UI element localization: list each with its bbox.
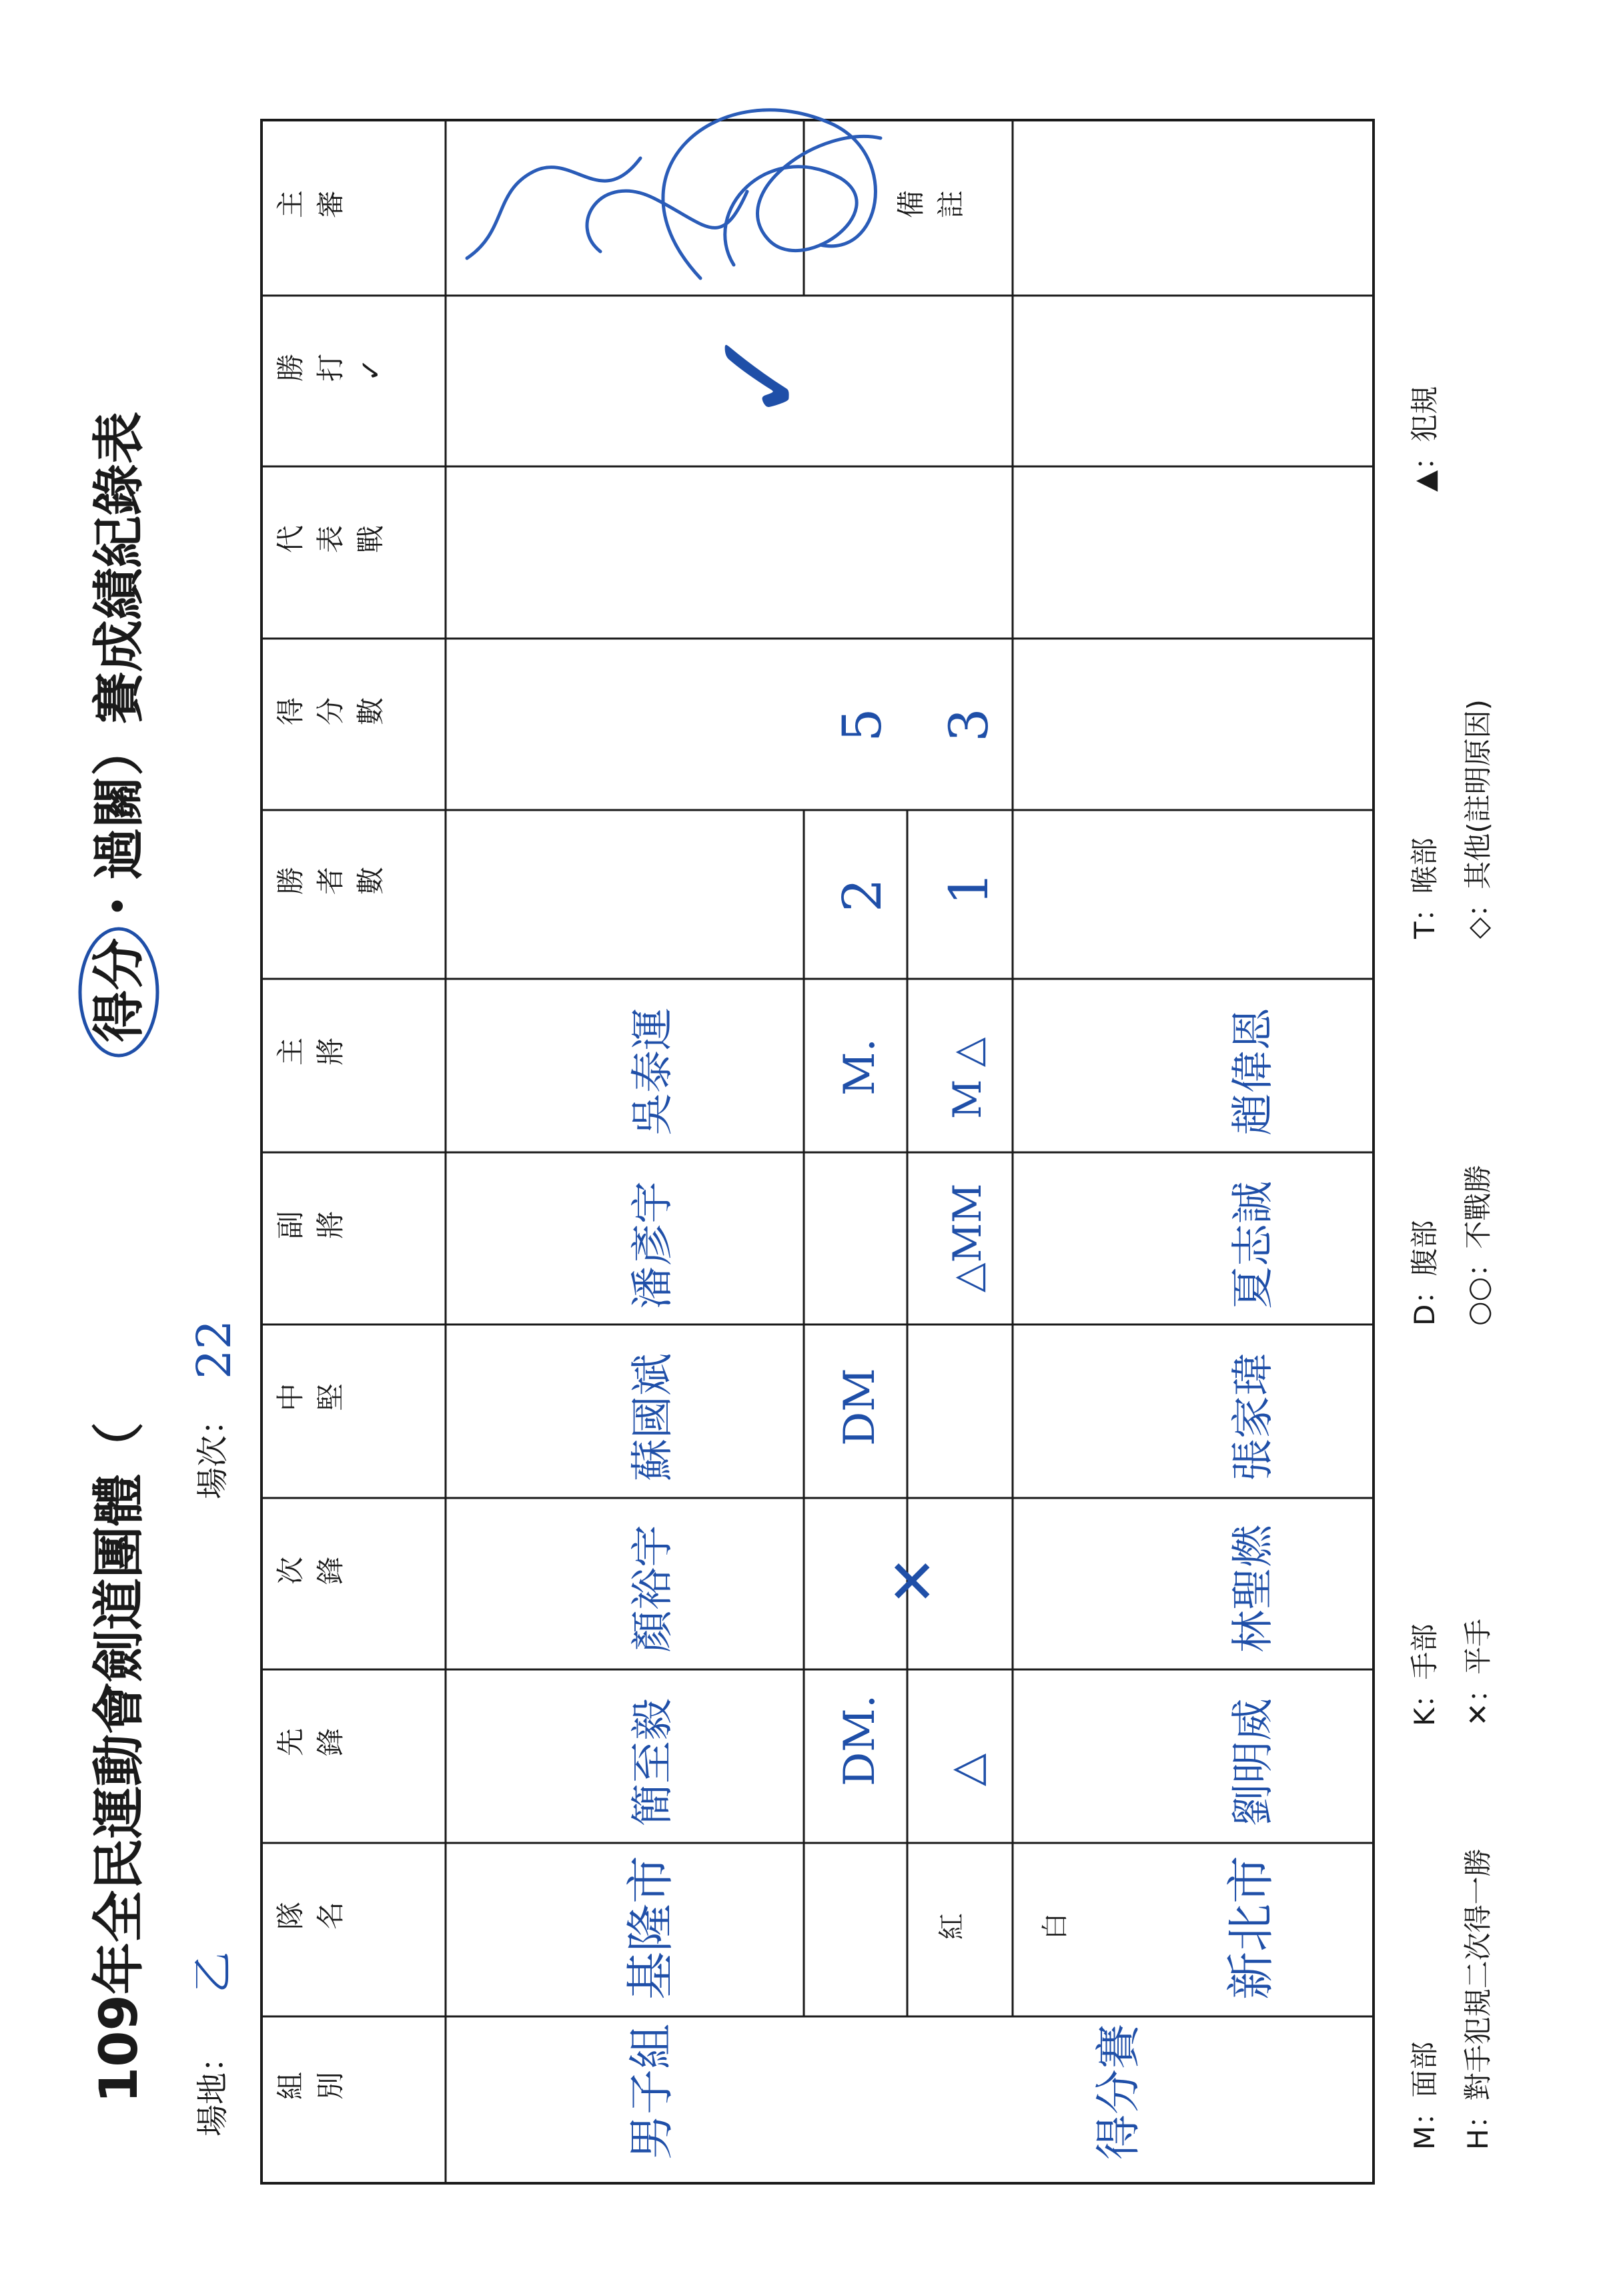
white-vice-result: △MM [945, 1183, 990, 1292]
legend-foul: ▲：犯規 [1408, 386, 1441, 492]
red-team-name: 基隆市 [622, 1855, 678, 2000]
header-team: 隊 名 [274, 1901, 347, 1930]
red-second-result: ✕ [879, 1555, 949, 1606]
legend-draw: ✕：平手 [1462, 1618, 1494, 1726]
legend-k: K：手部 [1408, 1623, 1441, 1726]
white-second-player: 林聖燃 [1229, 1525, 1278, 1653]
white-wins: 1 [938, 871, 1000, 905]
red-middle-result: DM [835, 1368, 885, 1446]
results-table [261, 120, 1374, 2183]
header-points: 得 分 數 [274, 697, 387, 725]
header-winner: 勝 打 ✓ [274, 353, 387, 382]
white-captain-player: 趙偉恩 [1229, 1008, 1278, 1136]
header-middle: 中 堅 [274, 1383, 347, 1411]
header-group: 組 別 [274, 2071, 347, 2100]
red-wins: 2 [831, 878, 893, 912]
header-row [274, 190, 967, 2100]
header-wins: 勝 者 數 [274, 866, 387, 895]
group-name: 男子組 [626, 2023, 678, 2160]
white-vice-player: 夏志誠 [1229, 1181, 1278, 1309]
header-second: 次 鋒 [274, 1556, 347, 1585]
red-first-player: 簡至毅 [628, 1698, 678, 1826]
red-winner-mark: ✓ [690, 324, 829, 425]
referee-signature [467, 110, 881, 278]
sheet-title [80, 412, 157, 2103]
venue-value: 乙 [188, 1951, 237, 1993]
legend [1408, 386, 1494, 2150]
white-captain-result: M △ [945, 1037, 990, 1119]
header-vice: 副 將 [274, 1210, 347, 1239]
white-team-row [938, 708, 1279, 2000]
legend-walkover: ○○：不戰勝 [1462, 1164, 1494, 1326]
title-prefix: 109年全民運動會劍道團體（ [89, 1422, 149, 2103]
legend-m: M：面部 [1408, 2041, 1441, 2150]
white-middle-player: 張家瑋 [1229, 1353, 1278, 1481]
title-circled: 得分 [89, 937, 149, 1042]
red-captain-player: 吳泰運 [628, 1008, 678, 1136]
red-label: 紅 [937, 1913, 967, 1940]
group-extra: 得分賽 [1093, 2023, 1145, 2160]
red-first-result: DM. [835, 1694, 885, 1786]
header-remarks: 備 註 [895, 189, 967, 218]
red-second-player: 顏裕宇 [628, 1525, 678, 1653]
white-label: 白 [1040, 1913, 1071, 1940]
header-referee: 主 審 [274, 189, 347, 218]
legend-other: ◇：其他(註明原因) [1462, 699, 1494, 939]
header-captain: 主 將 [274, 1037, 347, 1066]
red-captain-result: M. [835, 1038, 885, 1096]
white-first-player: 劉明威 [1229, 1698, 1278, 1826]
red-vice-player: 潘彥宇 [628, 1181, 678, 1309]
red-team-row [622, 324, 967, 2000]
white-points: 3 [938, 708, 1000, 742]
venue-label: 場地： [194, 2040, 231, 2137]
match-label: 場次： [194, 1403, 231, 1499]
legend-d: D：腹部 [1408, 1220, 1441, 1326]
title-suffix: ・過關）賽成績紀錄表 [89, 411, 149, 932]
red-middle-player: 蘇國斌 [628, 1353, 678, 1481]
match-value: 22 [187, 1319, 241, 1379]
red-points: 5 [831, 708, 893, 742]
header-first: 先 鋒 [274, 1728, 347, 1756]
white-team-name: 新北市 [1223, 1855, 1279, 2000]
legend-h: H：對手犯規二次得一勝 [1462, 1848, 1494, 2150]
legend-t: T：喉部 [1408, 837, 1441, 939]
header-rep: 代 表 戰 [274, 524, 387, 553]
white-first-result: △ [942, 1753, 991, 1786]
